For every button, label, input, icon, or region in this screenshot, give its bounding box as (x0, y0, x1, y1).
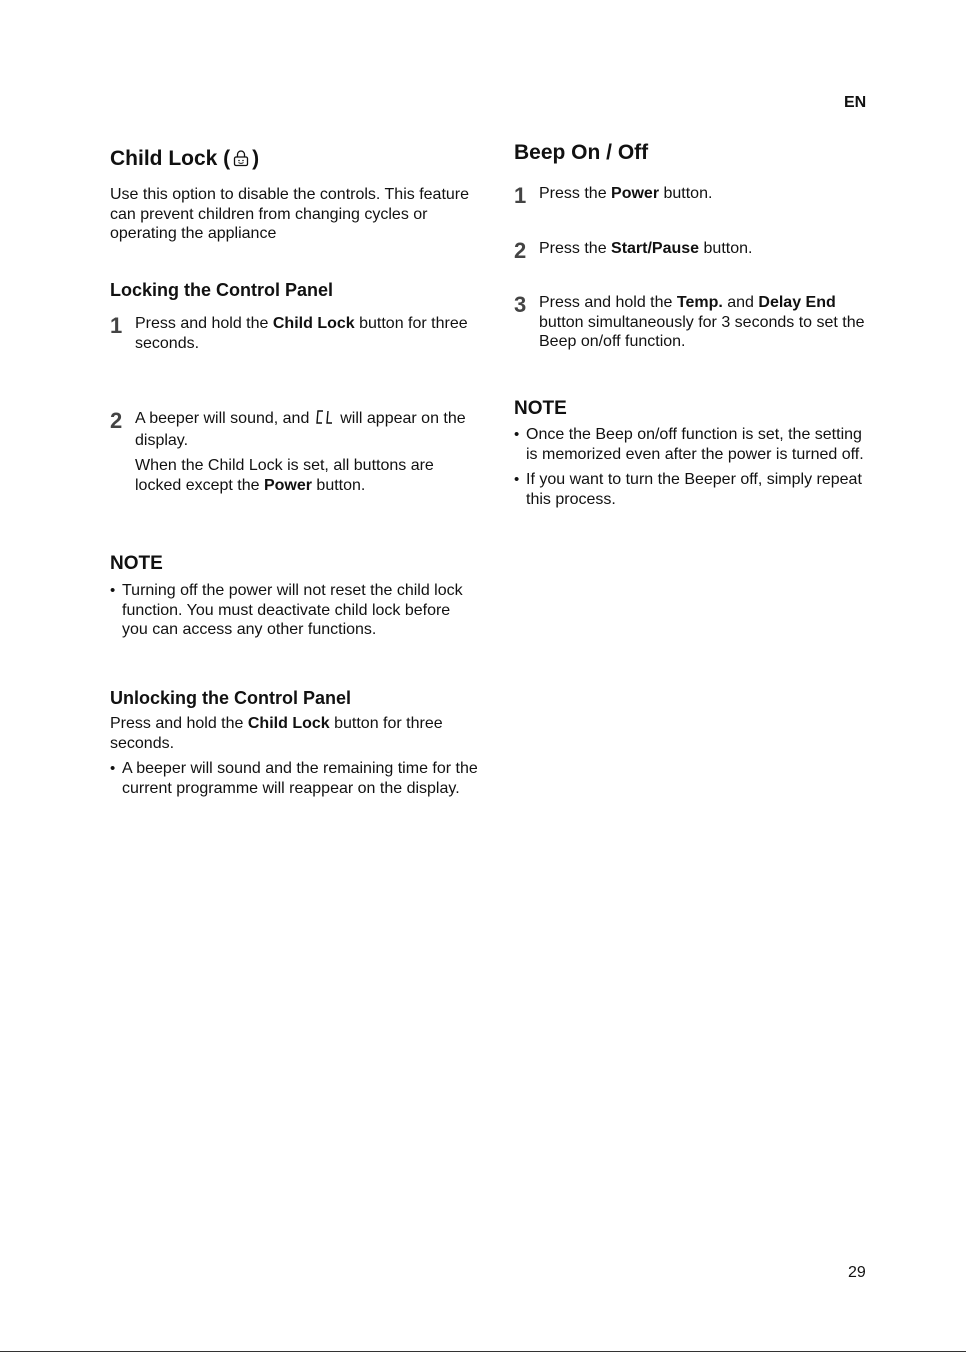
beep-step-1: 1 Press the Power button. (514, 183, 713, 209)
child-lock-intro: Use this option to disable the controls. This feature can prevent children from changing cycles or operating the appliance (110, 186, 470, 243)
bottom-divider (0, 1351, 966, 1352)
unlocking-title: Unlocking the Control Panel (110, 687, 352, 708)
child-lock-note-title: NOTE (110, 553, 163, 575)
beep-step-2: 2 Press the Start/Pause button. (514, 237, 753, 263)
child-lock-note-item: • Turning off the power will not reset the child lock function. You must deactivate child lock before you can access any other functions. (110, 581, 480, 640)
beep-title: Beep On / Off (514, 141, 649, 164)
locking-step-1: 1 Press and hold the Child Lock button for three seconds. (110, 313, 468, 352)
beep-note-item-2: • If you want to turn the Beeper off, simply repeat this process. (514, 470, 874, 509)
child-lock-title: Child Lock ( ) (110, 146, 480, 173)
page-number: 29 (848, 1264, 866, 1281)
language-label: EN (844, 94, 867, 111)
unlocking-text: Press and hold the Child Lock button for three seconds. (110, 715, 443, 752)
locking-step-2: 2 A beeper will sound, and will appear on the display. When the Child Lock is set, all buttons are locked except the Power button. (110, 408, 466, 494)
step-number: 2 (514, 237, 527, 263)
beep-step-3: 3 Press and hold the Temp. and Delay End button simultaneously for 3 seconds to set the Beep on/off function. (514, 292, 865, 351)
locking-title: Locking the Control Panel (110, 279, 334, 300)
beep-note-title: NOTE (514, 397, 567, 419)
step-number: 1 (514, 183, 527, 209)
cl-display-icon (315, 409, 335, 431)
unlocking-bullet: • A beeper will sound and the remaining time for the current programme will reappear on the display. (110, 759, 480, 798)
beep-note-item-1: • Once the Beep on/off function is set, the setting is memorized even after the power is turned off. (514, 425, 874, 464)
child-lock-icon (232, 148, 250, 173)
child-lock-section (110, 146, 480, 798)
step-number: 3 (514, 292, 527, 318)
step-number: 1 (110, 313, 123, 339)
step-number: 2 (110, 408, 123, 434)
beep-section (514, 140, 874, 509)
